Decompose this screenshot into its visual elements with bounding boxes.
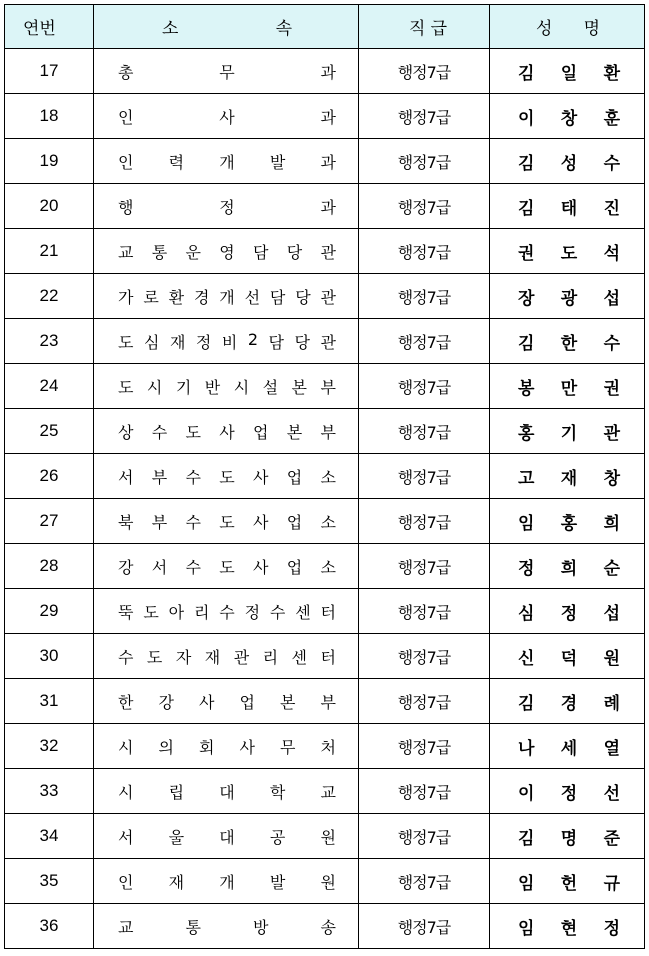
table-row: [5, 724, 645, 769]
table-row: [5, 859, 645, 904]
dept-text: 뚝 도 아 리 수 정 수 센 터: [118, 602, 336, 622]
cell-dept: [94, 724, 359, 769]
name-text: 김 한 수: [518, 333, 620, 354]
cell-no: 28: [5, 544, 94, 589]
cell-no: 20: [5, 184, 94, 229]
cell-dept: [94, 679, 359, 724]
table-row: [5, 679, 645, 724]
table-row: [5, 454, 645, 499]
cell-rank: 행정7급: [359, 589, 490, 634]
cell-dept: [94, 94, 359, 139]
dept-text: 서 부 수 도 사 업 소: [118, 467, 336, 487]
dept-text: 행 정 과: [118, 197, 336, 217]
cell-name: [490, 499, 645, 544]
cell-dept: [94, 769, 359, 814]
cell-name: [490, 769, 645, 814]
name-text: 이 정 선: [518, 783, 620, 804]
cell-name: [490, 274, 645, 319]
header-name-label: 성 명: [536, 19, 600, 39]
table-row: [5, 769, 645, 814]
cell-name: [490, 724, 645, 769]
cell-rank: 행정7급: [359, 229, 490, 274]
cell-no: 30: [5, 634, 94, 679]
cell-rank: 행정7급: [359, 544, 490, 589]
name-text: 장 광 섭: [518, 288, 620, 309]
header-no: [5, 5, 94, 49]
cell-dept: [94, 364, 359, 409]
dept-text: 총 무 과: [118, 62, 336, 82]
dept-text: 교 통 운 영 담 당 관: [118, 242, 336, 262]
name-text: 나 세 열: [518, 738, 620, 759]
cell-rank: 행정7급: [359, 814, 490, 859]
name-text: 김 명 준: [518, 828, 620, 849]
dept-text: 도 심 재 정 비 2 담 당 관: [118, 329, 336, 352]
cell-rank: 행정7급: [359, 454, 490, 499]
header-rank-label: 직 급: [409, 19, 447, 39]
header-name: [490, 5, 645, 49]
cell-no: 29: [5, 589, 94, 634]
dept-text: 상 수 도 사 업 본 부: [118, 422, 336, 442]
cell-name: [490, 409, 645, 454]
cell-rank: 행정7급: [359, 274, 490, 319]
cell-rank: 행정7급: [359, 634, 490, 679]
cell-name: [490, 589, 645, 634]
cell-name: [490, 634, 645, 679]
cell-name: [490, 49, 645, 94]
table-row: [5, 814, 645, 859]
cell-rank: 행정7급: [359, 859, 490, 904]
name-text: 임 홍 희: [518, 513, 620, 534]
cell-no: 23: [5, 319, 94, 364]
dept-text: 인 사 과: [118, 107, 336, 127]
cell-dept: [94, 634, 359, 679]
header-rank: [359, 5, 490, 49]
cell-dept: [94, 49, 359, 94]
cell-no: 19: [5, 139, 94, 184]
table-row: [5, 589, 645, 634]
table-row: [5, 49, 645, 94]
dept-text: 수 도 자 재 관 리 센 터: [118, 647, 336, 667]
cell-name: [490, 814, 645, 859]
name-text: 권 도 석: [518, 243, 620, 264]
table-row: [5, 94, 645, 139]
cell-dept: [94, 454, 359, 499]
name-text: 김 일 환: [518, 63, 620, 84]
cell-no: 27: [5, 499, 94, 544]
cell-name: [490, 94, 645, 139]
table-row: [5, 139, 645, 184]
cell-no: 26: [5, 454, 94, 499]
dept-text: 북 부 수 도 사 업 소: [118, 512, 336, 532]
dept-text: 교 통 방 송: [118, 917, 336, 937]
cell-name: [490, 319, 645, 364]
name-text: 심 정 섭: [518, 603, 620, 624]
cell-no: 17: [5, 49, 94, 94]
cell-no: 36: [5, 904, 94, 949]
cell-rank: 행정7급: [359, 184, 490, 229]
cell-dept: [94, 544, 359, 589]
cell-rank: 행정7급: [359, 499, 490, 544]
cell-dept: [94, 409, 359, 454]
cell-rank: 행정7급: [359, 724, 490, 769]
table-row: [5, 409, 645, 454]
name-text: 임 현 정: [518, 918, 620, 939]
table-row: [5, 544, 645, 589]
cell-dept: [94, 814, 359, 859]
cell-name: [490, 364, 645, 409]
header-dept-label: 소 속: [162, 19, 292, 39]
table-row: [5, 184, 645, 229]
cell-no: 24: [5, 364, 94, 409]
dept-text: 인 력 개 발 과: [118, 152, 336, 172]
table-row: [5, 364, 645, 409]
table-row: [5, 904, 645, 949]
dept-text: 도 시 기 반 시 설 본 부: [118, 377, 336, 397]
dept-text: 시 의 회 사 무 처: [118, 737, 336, 757]
cell-dept: [94, 319, 359, 364]
dept-text: 강 서 수 도 사 업 소: [118, 557, 336, 577]
name-text: 김 경 례: [518, 693, 620, 714]
cell-rank: 행정7급: [359, 769, 490, 814]
name-text: 봉 만 권: [518, 378, 620, 399]
name-text: 이 창 훈: [518, 108, 620, 129]
dept-text: 서 울 대 공 원: [118, 827, 336, 847]
cell-dept: [94, 184, 359, 229]
table-row: [5, 274, 645, 319]
cell-no: 32: [5, 724, 94, 769]
name-text: 홍 기 관: [518, 423, 620, 444]
name-text: 김 성 수: [518, 153, 620, 174]
cell-dept: [94, 904, 359, 949]
cell-rank: 행정7급: [359, 904, 490, 949]
cell-name: [490, 229, 645, 274]
cell-no: 31: [5, 679, 94, 724]
name-text: 임 헌 규: [518, 873, 620, 894]
cell-name: [490, 184, 645, 229]
cell-dept: [94, 589, 359, 634]
cell-rank: 행정7급: [359, 364, 490, 409]
cell-no: 18: [5, 94, 94, 139]
name-text: 신 덕 원: [518, 648, 620, 669]
cell-dept: [94, 139, 359, 184]
name-text: 김 태 진: [518, 198, 620, 219]
cell-dept: [94, 499, 359, 544]
cell-no: 21: [5, 229, 94, 274]
dept-text: 한 강 사 업 본 부: [118, 692, 336, 712]
dept-text: 인 재 개 발 원: [118, 872, 336, 892]
cell-name: [490, 139, 645, 184]
cell-rank: 행정7급: [359, 94, 490, 139]
cell-no: 22: [5, 274, 94, 319]
cell-rank: 행정7급: [359, 49, 490, 94]
header-dept: [94, 5, 359, 49]
table-row: [5, 229, 645, 274]
cell-name: [490, 859, 645, 904]
cell-dept: [94, 859, 359, 904]
dept-text: 가 로 환 경 개 선 담 당 관: [118, 287, 336, 307]
cell-rank: 행정7급: [359, 319, 490, 364]
table-row: [5, 319, 645, 364]
table-row: [5, 499, 645, 544]
cell-rank: 행정7급: [359, 679, 490, 724]
personnel-table: [4, 4, 645, 949]
name-text: 정 희 순: [518, 558, 620, 579]
cell-dept: [94, 274, 359, 319]
cell-no: 35: [5, 859, 94, 904]
name-text: 고 재 창: [518, 468, 620, 489]
cell-dept: [94, 229, 359, 274]
header-row: [5, 5, 645, 49]
cell-name: [490, 679, 645, 724]
cell-rank: 행정7급: [359, 409, 490, 454]
header-no-label: 연번: [23, 19, 56, 39]
cell-name: [490, 454, 645, 499]
cell-rank: 행정7급: [359, 139, 490, 184]
cell-name: [490, 544, 645, 589]
cell-no: 34: [5, 814, 94, 859]
dept-text: 시 립 대 학 교: [118, 782, 336, 802]
table-body: [5, 49, 645, 949]
table-row: [5, 634, 645, 679]
cell-name: [490, 904, 645, 949]
cell-no: 33: [5, 769, 94, 814]
cell-no: 25: [5, 409, 94, 454]
